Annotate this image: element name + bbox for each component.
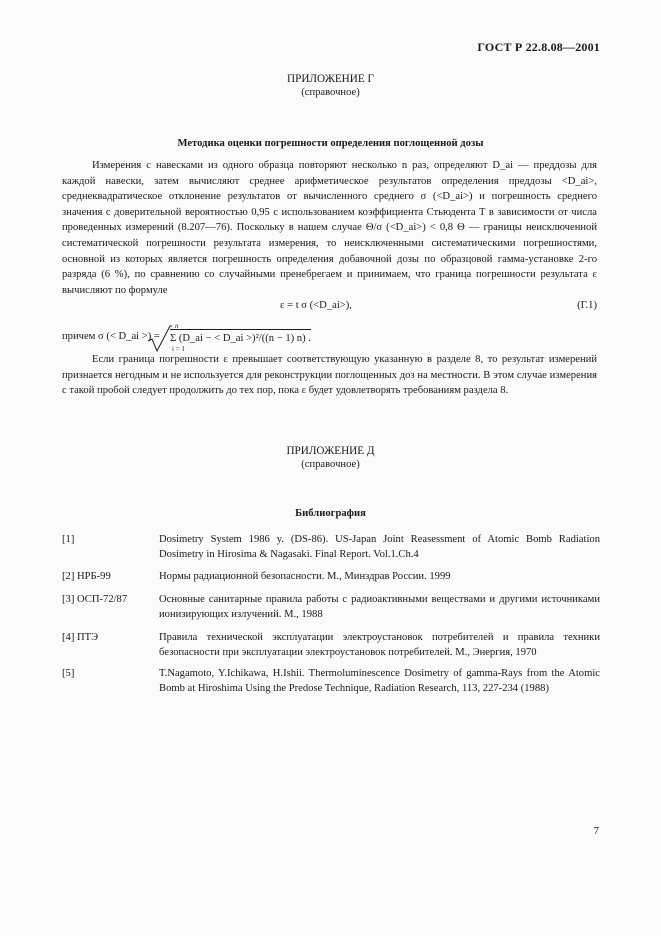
bibliography-text: Правила технической эксплуатации электроустановок потребителей и правила техники безопасности при эксплуатации электроустановок потребителей. М., Энергия, 1970 [159, 632, 600, 659]
bibliography-key: [5] [62, 668, 75, 679]
formula-sigma-body: Σ (D_ai − < D_ai >)²/((n − 1) n) . [170, 329, 311, 347]
bibliography-text: T.Nagamoto, Y.Ichikawa, H.Ishii. Thermoluminescence Dosimetry of gamma-Rays from the Atomic Bomb at Hiroshima Using the Predose Technique, Radiation Research, 113, 227-234 (1988) [159, 668, 600, 695]
methodology-paragraph-1-block [62, 158, 597, 298]
formula-g1-number: (Г.1) [577, 300, 597, 311]
sum-upper-limit: n [175, 322, 179, 330]
bibliography-key: [1] [62, 534, 75, 545]
appendix-d-title-block [0, 444, 661, 471]
appendix-d-title: ПРИЛОЖЕНИЕ Д [286, 445, 375, 457]
appendix-g-title: ПРИЛОЖЕНИЕ Г [287, 73, 374, 85]
appendix-d-subtitle: (справочное) [301, 459, 360, 470]
appendix-g-subtitle: (справочное) [301, 87, 360, 98]
bibliography-key: [3] ОСП-72/87 [62, 594, 128, 605]
document-code: ГОСТ Р 22.8.08—2001 [477, 40, 600, 54]
methodology-paragraph-1: Измерения с навесками из одного образца повторяют несколько n раз, определяют D_ai — преддозы для каждой навески, затем вычисляют среднее арифметическое результатов определения преддозы <D_ai>, среднеквадратическое отклонение результатов от вычисленного среднего σ (<D_ai>) и погрешность среднего значения с доверительной вероятностью 0,95 с использованием коэффициента Стьюдента T в зависимости от числа проведенных измерений (8.207—76). Поскольку в нашем случае Θ/σ (<D_ai>) < 0,8 Θ — границы неисключенной систематической погрешности результата измерения, то неисключенными систематическими погрешностями, основной из которых является погрешность определения добавочной дозы по образцовой гамма-установке 2-го разряда (6 %), по сравнению со случайными пренебрегаем и принимаем, что граница погрешности результата ε вычисляют по формуле [62, 160, 597, 296]
appendix-g-title-block [0, 72, 661, 99]
bibliography-heading: Библиография [295, 508, 366, 519]
page-number: 7 [593, 825, 599, 837]
formula-g1-expression: ε = t σ (<D_ai>), [280, 300, 352, 311]
bibliography-text: Dosimetry System 1986 y. (DS-86). US-Japan Joint Reasessment of Atomic Bomb Radiation Dosimetry in Hirosima & Nagasaki. Final Report. Vol.1.Ch.4 [159, 534, 600, 561]
methodology-paragraph-2-block [62, 352, 597, 399]
bibliography-text: Основные санитарные правила работы с радиоактивными веществами и другими источниками ионизирующих излучений. М., 1988 [159, 594, 600, 621]
formula-g1 [62, 298, 597, 316]
bibliography-key: [4] ПТЭ [62, 632, 99, 643]
methodology-paragraph-2: Если граница погрешности ε превышает соответствующую указанную в разделе 8, то результат измерений признается негодным и не используется для реконструкции поглощенных доз на местности. В этом случае измерения с такой пробой следует продолжить до тех пор, пока ε будет удовлетворять требованиям раздела 8. [62, 354, 597, 397]
bibliography-text: Нормы радиационной безопасности. М., Минздрав России. 1999 [159, 571, 451, 582]
sum-lower-limit: i = 1 [172, 345, 185, 353]
bibliography-key: [2] НРБ-99 [62, 571, 111, 582]
methodology-heading: Методика оценки погрешности определения поглощенной дозы [177, 138, 484, 149]
formula-sigma-lead: причем σ (< D_ai >) = [62, 331, 160, 342]
